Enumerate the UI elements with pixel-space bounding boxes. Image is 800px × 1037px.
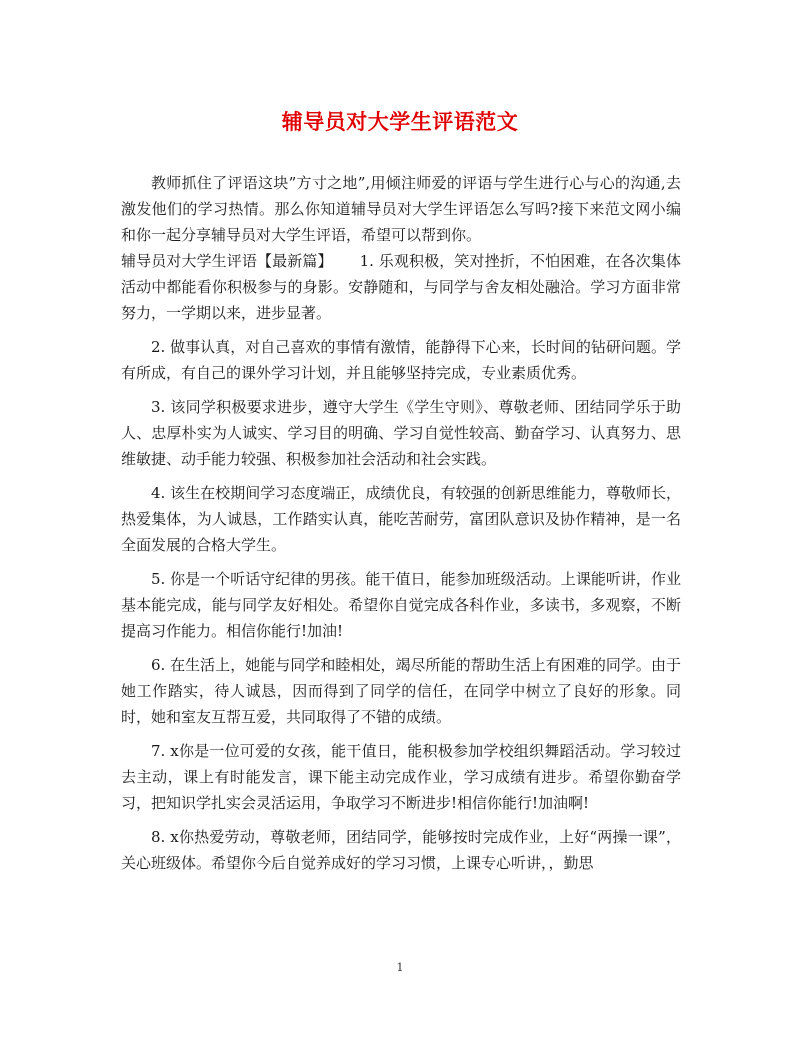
document-title: 辅导员对大学生评语范文	[281, 109, 519, 134]
section-paragraph-1	[121, 248, 681, 326]
comment-item-3: 3. 该同学积极要求进步，遵守大学生《学生守则》、尊敬老师、团结同学乐于助人、忠厚朴实为人诚实、学习目的明确、学习自觉性较高、勤奋学习、认真努力、思维敏捷、动手能力较强、积极参加社会活动和社会实践。	[121, 398, 681, 468]
intro-paragraph: 教师抓住了评语这块”方寸之地”,用倾注师爱的评语与学生进行心与心的沟通,去激发他们的学习热情。那么你知道辅导员对大学生评语怎么写吗?接下来范文网小编和你一起分享辅导员对大学生评语，希望可以帮到你。	[121, 174, 681, 244]
section-heading: 辅导员对大学生评语【最新篇】	[121, 252, 333, 270]
page-number: 1	[396, 961, 404, 974]
comment-item-6: 6. 在生活上，她能与同学和睦相处，竭尽所能的帮助生活上有困难的同学。由于她工作踏实，待人诚恳，因而得到了同学的信任，在同学中树立了良好的形象。同时，她和室友互帮互爱，共同取得了不错的成绩。	[121, 656, 681, 726]
comment-item-2: 2. 做事认真，对自己喜欢的事情有激情，能静得下心来，长时间的钻研问题。学有所成，有自己的课外学习计划，并且能够坚持完成，专业素质优秀。	[121, 338, 681, 382]
comment-item-4: 4. 该生在校期间学习态度端正，成绩优良，有较强的创新思维能力，尊敬师长，热爱集体，为人诚恳，工作踏实认真，能吃苦耐劳，富团队意识及协作精神，是一名全面发展的合格大学生。	[121, 484, 681, 554]
comment-item-1: 1. 乐观积极，笑对挫折，不怕困难，在各次集体活动中都能看你积极参与的身影。安静随和，与同学与舍友相处融洽。学习方面非常努力，一学期以来，进步显著。	[121, 252, 681, 322]
document-body	[121, 170, 681, 876]
comment-item-8: 8. x你热爱劳动，尊敬老师，团结同学，能够按时完成作业，上好“两操一课”，关心班级体。希望你今后自觉养成好的学习习惯，上课专心听讲，，勤思	[121, 828, 681, 872]
comment-item-5: 5. 你是一个听话守纪律的男孩。能干值日，能参加班级活动。上课能听讲，作业基本能完成，能与同学友好相处。希望你自觉完成各科作业，多读书，多观察，不断提高习作能力。相信你能行!加油!	[121, 570, 681, 640]
comment-item-7: 7. x你是一位可爱的女孩，能干值日，能积极参加学校组织舞蹈活动。学习较过去主动，课上有时能发言，课下能主动完成作业，学习成绩有进步。希望你勤奋学习，把知识学扎实会灵活运用，争取学习不断进步!相信你能行!加油啊!	[121, 742, 681, 812]
